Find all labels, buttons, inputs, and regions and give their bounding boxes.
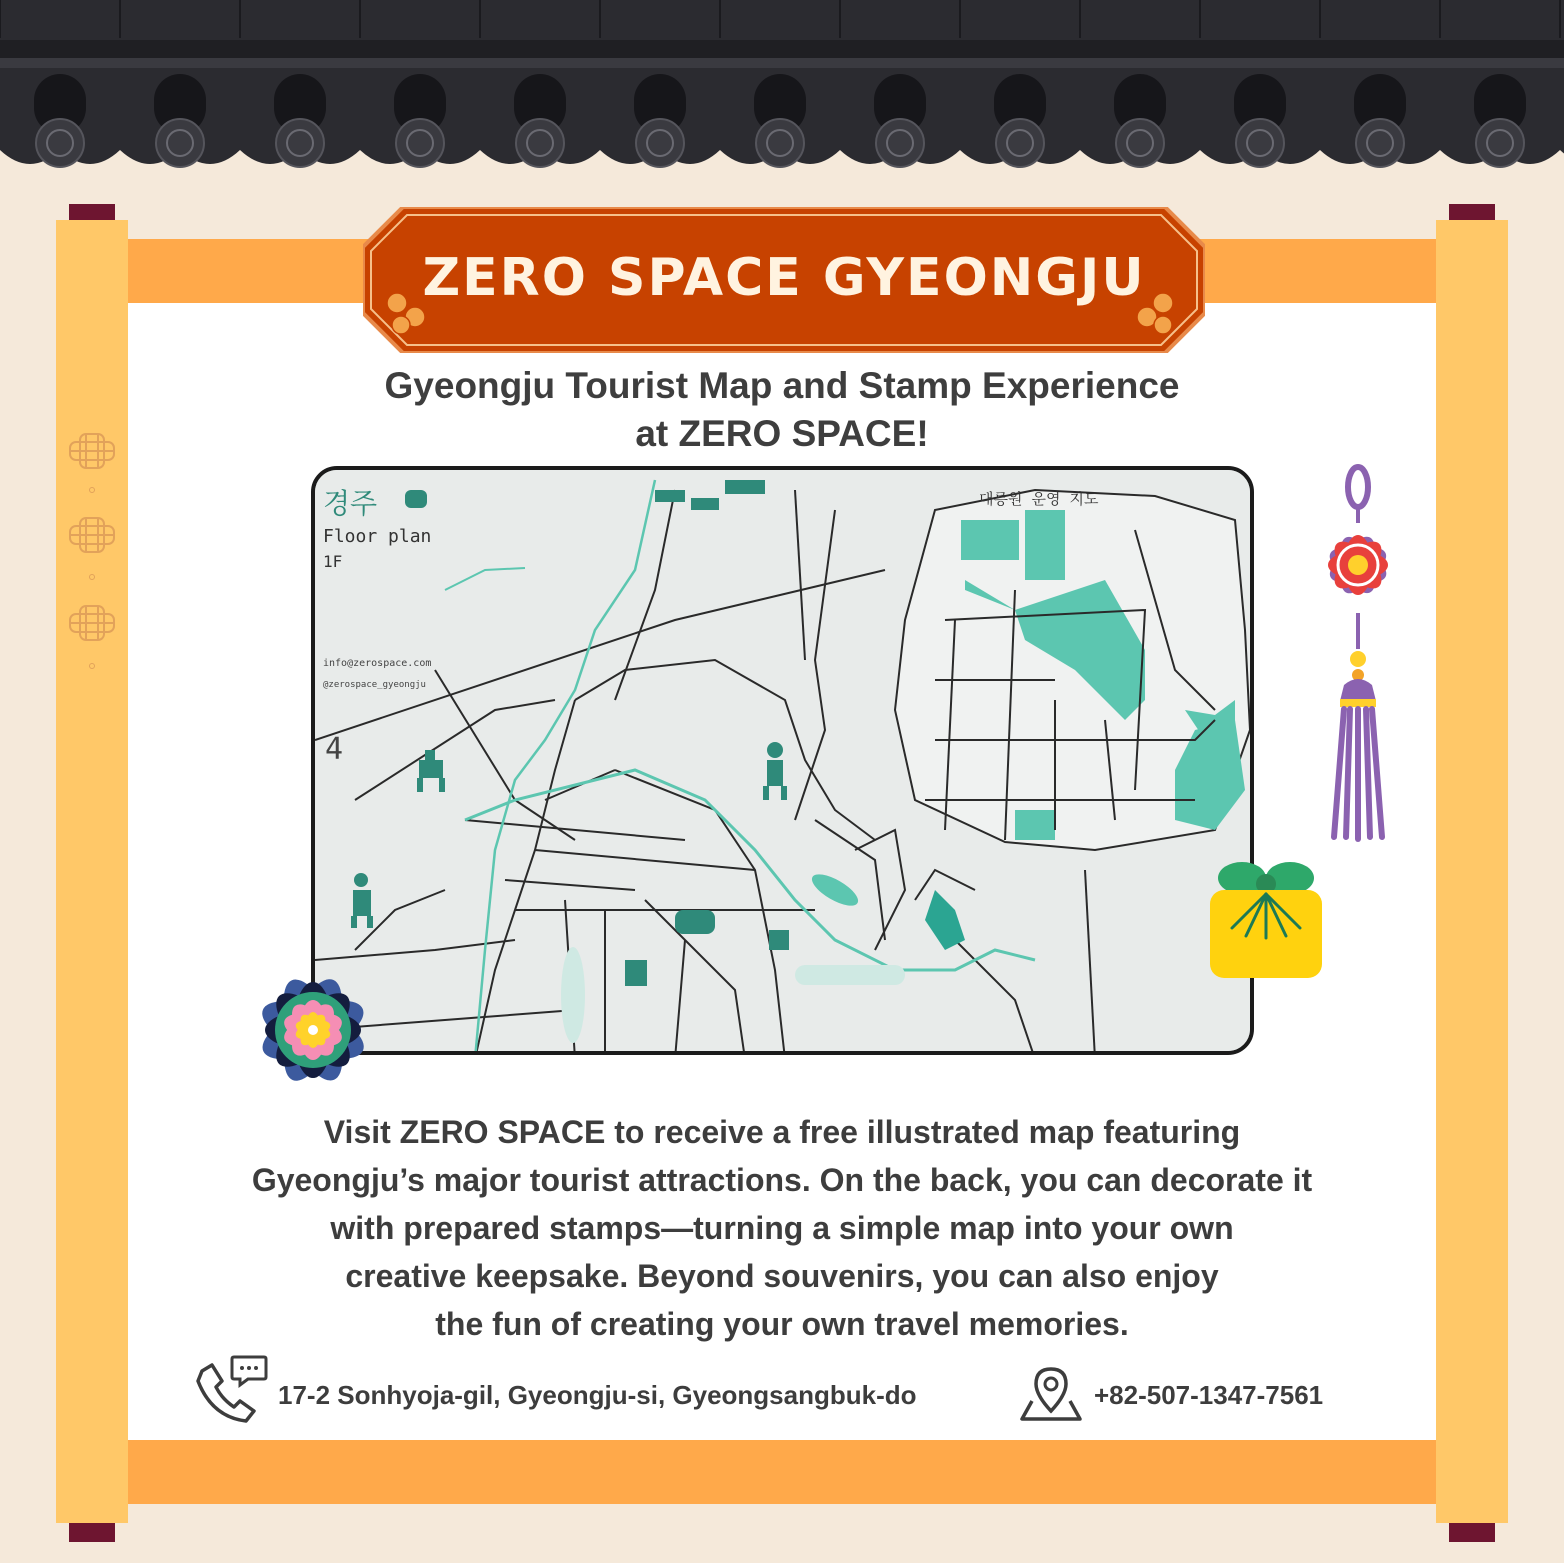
roof-tiles: [0, 0, 1564, 175]
map-pin-icon: [1018, 1354, 1084, 1434]
description-line-1: Visit ZERO SPACE to receive a free illustrated map featuring: [323, 1114, 1241, 1150]
left-scroll-rod: [56, 220, 128, 1523]
lotus-flower-icon: [248, 966, 378, 1094]
gift-bundle-icon: [1208, 858, 1324, 980]
knot-ornament-icon: [66, 430, 118, 472]
bottom-band: [128, 1440, 1436, 1504]
description: [170, 1108, 1394, 1348]
description-line-4: creative keepsake. Beyond souvenirs, you can also enjoy: [345, 1258, 1219, 1294]
map-floor-label: 1F: [323, 552, 343, 571]
page-title: ZERO SPACE GYEONGJU: [422, 248, 1146, 308]
right-scroll-rod: [1436, 220, 1508, 1523]
address-text: 17-2 Sonhyoja-gil, Gyeongju-si, Gyeongsangbuk-do: [278, 1380, 917, 1410]
tourist-map-image: [311, 466, 1254, 1055]
left-rod-cap-bottom: [69, 1520, 115, 1542]
knot-ornament-icon: [66, 602, 118, 644]
map-drawing: [315, 470, 1254, 1055]
ornament-dot: [89, 487, 95, 493]
map-email: info@zerospace.com: [323, 658, 432, 669]
subtitle-line-1: Gyeongju Tourist Map and Stamp Experience: [384, 365, 1180, 406]
roof-tile-end: [276, 119, 324, 167]
description-line-2: Gyeongju’s major tourist attractions. On the back, you can decorate it: [251, 1162, 1313, 1198]
roof-tile-end: [1476, 119, 1524, 167]
roof-tile-end: [876, 119, 924, 167]
roof-tile-end: [156, 119, 204, 167]
roof-tile-end: [996, 119, 1044, 167]
phone-chat-icon: [192, 1350, 268, 1430]
description-line-5: the fun of creating your own travel memories.: [435, 1306, 1129, 1342]
knot-ornament-icon: [66, 514, 118, 556]
roof-tile-end: [636, 119, 684, 167]
ornament-dot: [89, 663, 95, 669]
roof-tile-end: [516, 119, 564, 167]
roof-tile-end: [1356, 119, 1404, 167]
roof-tile-end: [396, 119, 444, 167]
map-heading: 경주: [323, 487, 378, 520]
phone-number-text: +82-507-1347-7561: [1094, 1380, 1324, 1410]
norigae-ornament-icon: [1296, 463, 1420, 849]
map-level-mark: 4: [325, 732, 344, 767]
right-rod-cap-bottom: [1449, 1520, 1495, 1542]
roof-tile-end: [36, 119, 84, 167]
map-instagram: @zerospace_gyeongju: [323, 680, 426, 690]
roof-tile-end: [1236, 119, 1284, 167]
map-inset-title: 대릉원 운영 지도: [979, 490, 1099, 508]
description-line-3: with prepared stamps—turning a simple map into your own: [330, 1210, 1234, 1246]
subtitle-line-2: at ZERO SPACE!: [635, 413, 929, 454]
roof-tile-end: [756, 119, 804, 167]
ornament-dot: [89, 574, 95, 580]
roof-tile-end: [1116, 119, 1164, 167]
map-floor-plan-label: Floor plan: [323, 526, 432, 547]
subtitle: [220, 362, 1344, 458]
